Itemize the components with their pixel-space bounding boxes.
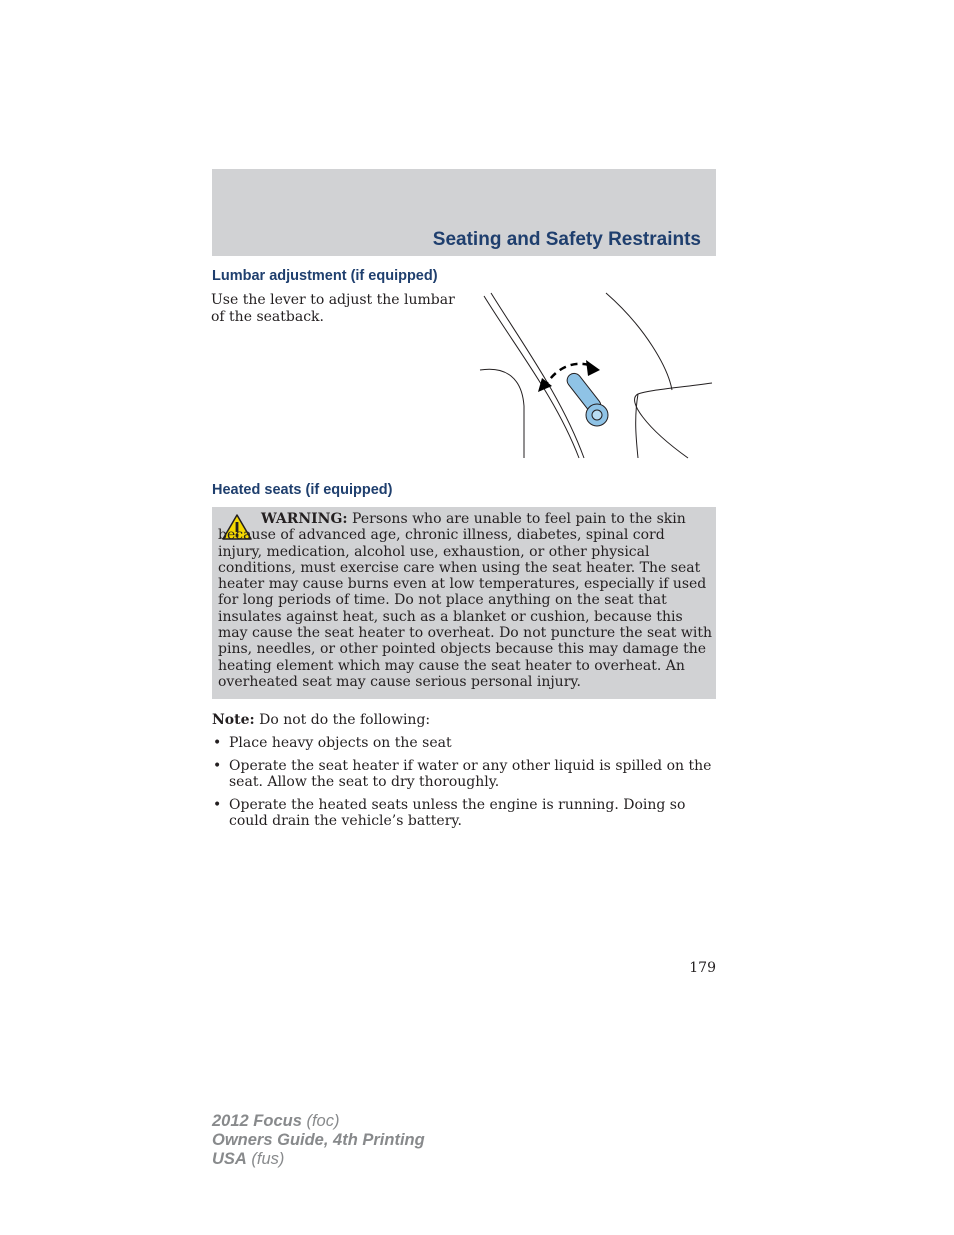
note-label: Note: [212,712,255,728]
note [212,712,716,729]
lumbar-heading: Lumbar adjustment (if equipped) [212,268,438,284]
lumbar-description: Use the lever to adjust the lumbar of the seatback. [211,292,455,325]
warning-label: WARNING: [261,511,348,527]
footer-line-2: Owners Guide, 4th Printing [212,1131,425,1149]
bullet-icon: • [213,757,222,774]
warning-box [212,507,716,699]
footer-line-3: USA (fus) [212,1150,285,1168]
list-item [212,735,716,752]
heated-seats-heading: Heated seats (if equipped) [212,482,393,498]
list-item-text: Operate the heated seats unless the engine is running. Doing so could drain the vehicle’s battery. [229,796,686,829]
list-item [212,758,716,791]
list-item-text: Place heavy objects on the seat [229,735,452,751]
page-number: 179 [689,960,716,976]
bullet-icon: • [213,735,222,751]
list-item [212,797,716,830]
footer-line-1: 2012 Focus (foc) [212,1112,340,1130]
document-footer [212,1112,425,1169]
lumbar-lever-illustration [476,288,716,464]
section-header-band [212,169,716,256]
note-text: Do not do the following: [254,712,431,728]
warning-text [218,511,712,690]
list-item-text: Operate the seat heater if water or any other liquid is spilled on the seat. Allow the seat to dry thoroughly. [229,757,712,790]
section-title: Seating and Safety Restraints [432,229,701,250]
warning-body: Persons who are unable to feel pain to the skin because of advanced age, chronic illness, diabetes, spinal cord injury, medication, alcohol use, exhaustion, or other physical conditions, must exercise care when using the seat heater. The seat heater may cause burns even at low temperatures, especially if used for long periods of time. Do not place anything on the seat that insulates against heat, such as a blanket or cushion, because this may cause the seat heater to overheat. Do not puncture the seat with pins, needles, or other pointed objects because this may damage the heating element which may cause the seat heater to overheat. An overheated seat may cause serious personal injury. [218,511,712,690]
bullet-icon: • [213,796,222,813]
bullet-list [212,735,716,836]
